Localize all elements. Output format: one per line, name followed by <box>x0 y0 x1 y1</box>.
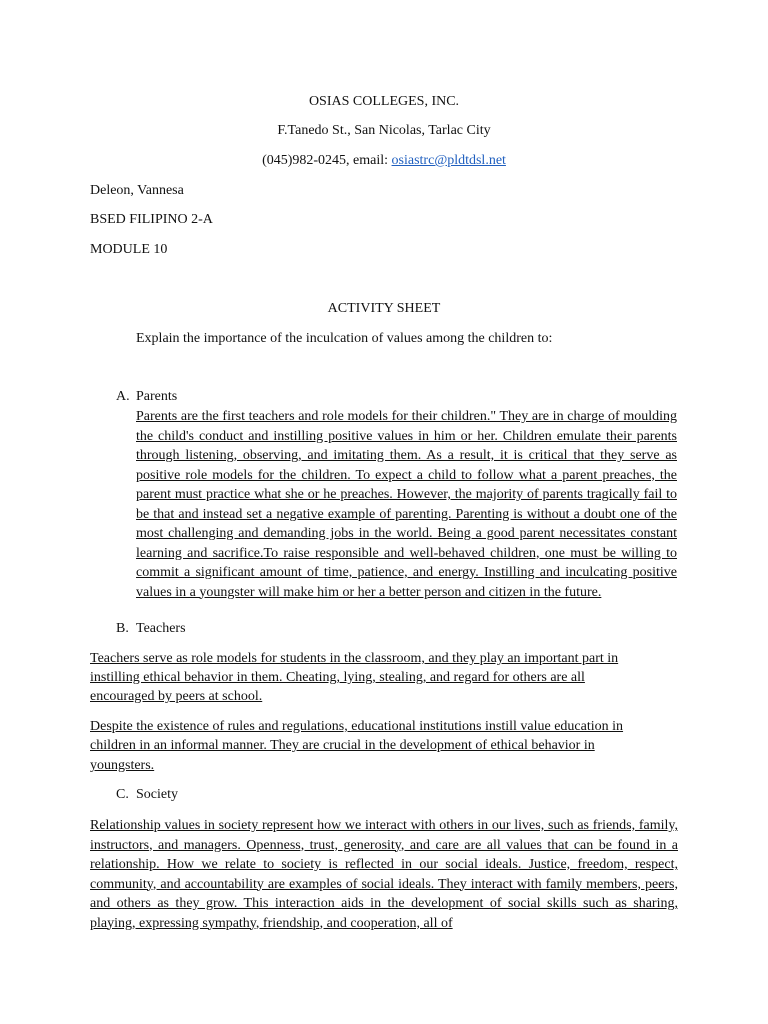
school-address: F.Tanedo St., San Nicolas, Tarlac City <box>277 123 491 138</box>
paragraph-line: instilling ethical behavior in them. Cheating, lying, stealing, and regard for others are all <box>90 670 585 685</box>
section-b-marker: B. <box>116 621 129 636</box>
sheet-title: ACTIVITY SHEET <box>327 301 441 316</box>
contact-line <box>0 153 768 169</box>
paragraph-line: children in an informal manner. They are crucial in the development of ethical behavior in <box>90 738 595 753</box>
paragraph-line: Despite the existence of rules and regulations, educational institutions instill value education in <box>90 719 624 734</box>
school-name: OSIAS COLLEGES, INC. <box>308 94 460 109</box>
email-link[interactable]: osiastrc@pldtdsl.net <box>391 153 506 168</box>
section-a-paragraph: Parents are the first teachers and role models for their children." They are in charge of moulding the child's conduct and instilling positive values in him or her. Children emulate their parents through listening, observing, and imitating them. As a result, it is critical that they serve as positive role models for the children. To expect a child to follow what a parent preaches, the parent must practice what she or he preaches. However, the majority of parents tragically fail to be that and instead set a negative example of parenting. Parenting is without a doubt one of the most challenging and demanding jobs in the world. Being a good parent necessitates constant learning and sacrifice.To raise responsible and well-behaved children, one must be willing to commit a significant amount of time, patience, and energy. Instilling and inculcating positive values in a youngster will make him or her a better person and citizen in the future. <box>136 409 677 600</box>
paragraph-line: encouraged by peers at school. <box>90 689 263 704</box>
section-a-heading: Parents <box>136 389 178 404</box>
sheet-prompt: Explain the importance of the inculcation of values among the children to: <box>136 331 553 346</box>
module-label: MODULE 10 <box>90 242 168 257</box>
paragraph-line: youngsters. <box>90 758 155 773</box>
section-a-marker: A. <box>116 389 130 404</box>
section-c-marker: C. <box>116 787 129 802</box>
student-name: Deleon, Vannesa <box>90 183 184 198</box>
section-c-paragraph: Relationship values in society represent how we interact with others in our lives, such as friends, family, instructors, and managers. Openness, trust, generosity, and care are all values that can be found in a relationship. How we relate to society is reflected in our social ideals. Justice, freedom, respect, community, and accountability are examples of social ideals. They interact with family members, peers, and others as they grow. This interaction aids in the development of social skills such as sharing, playing, expressing sympathy, friendship, and cooperation, all of <box>90 818 678 931</box>
paragraph-line: Teachers serve as role models for students in the classroom, and they play an important part in <box>90 651 619 666</box>
student-course: BSED FILIPINO 2-A <box>90 212 213 227</box>
contact-prefix: (045)982-0245, email: <box>262 153 392 168</box>
section-b-heading: Teachers <box>136 621 186 636</box>
section-c-heading: Society <box>136 787 178 802</box>
